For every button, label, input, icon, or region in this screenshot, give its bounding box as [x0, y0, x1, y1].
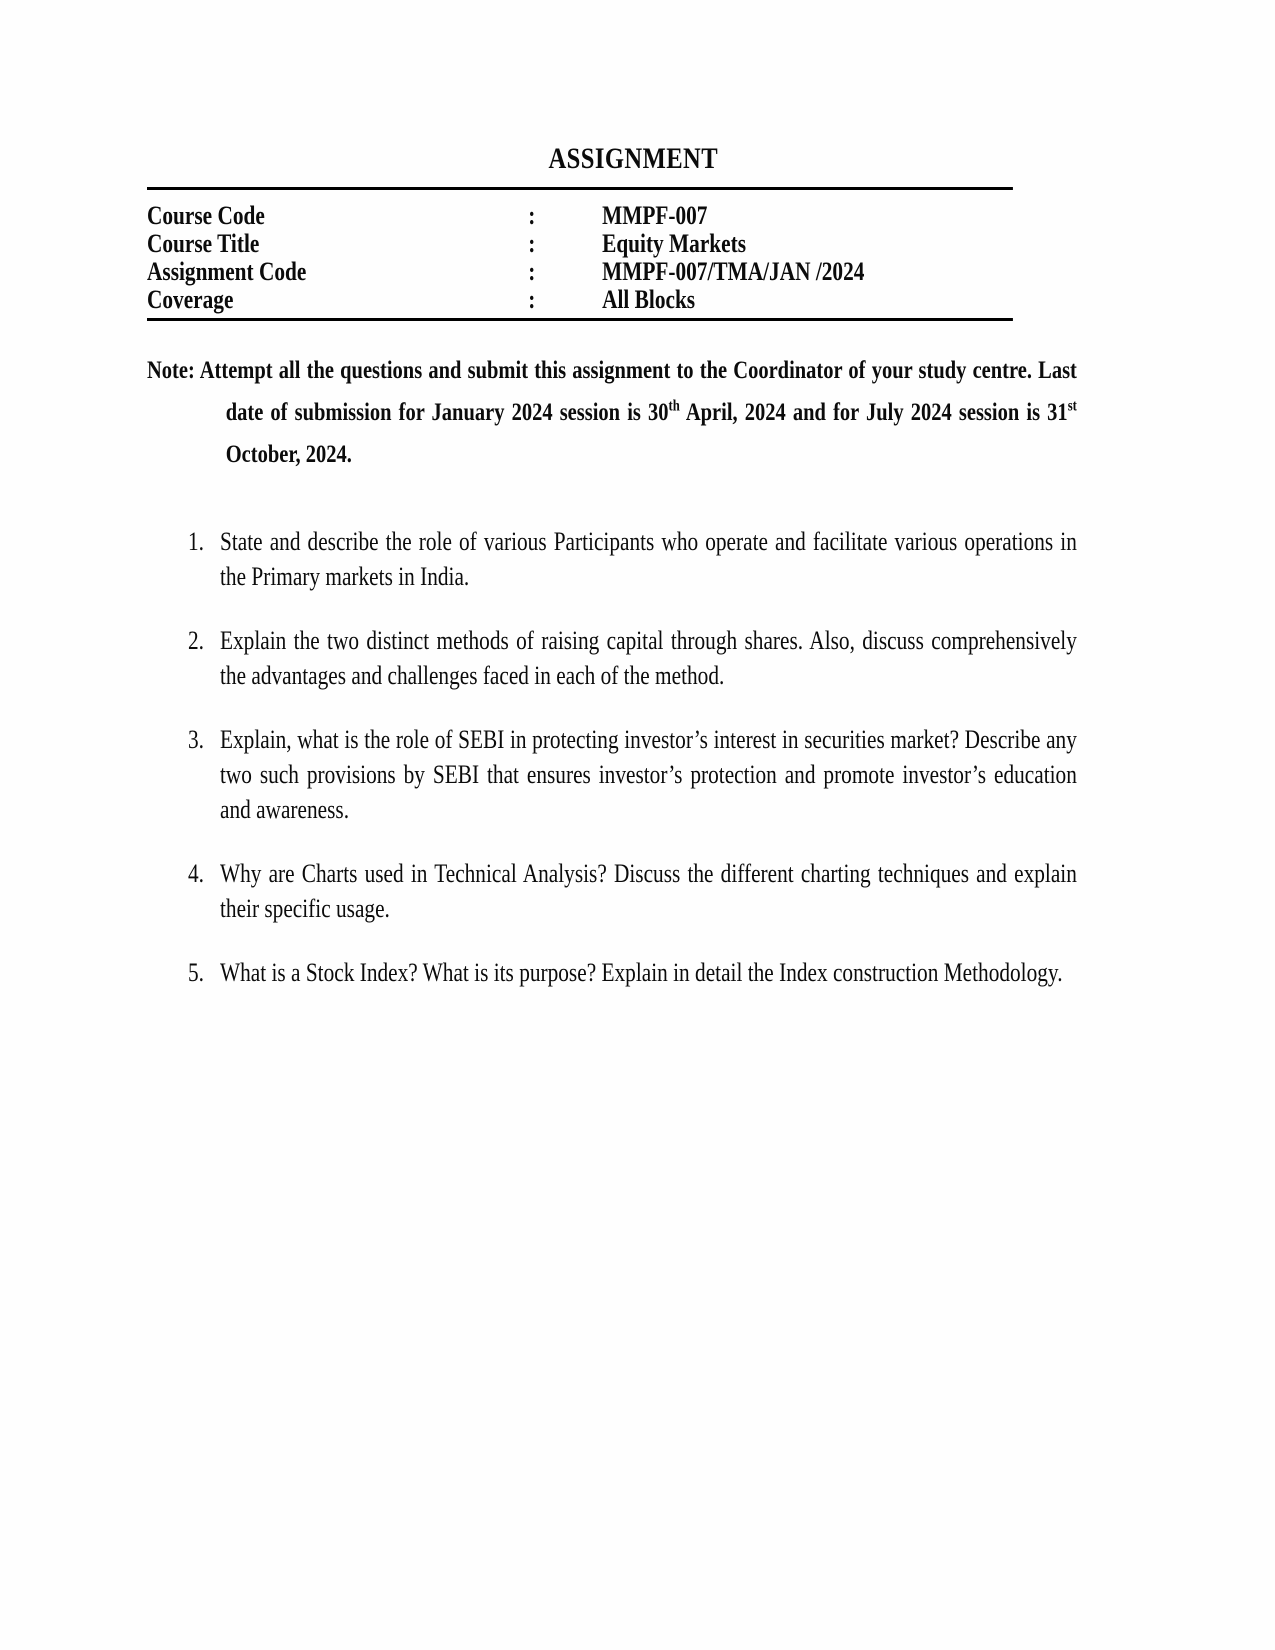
field-separator: :: [528, 201, 536, 230]
field-separator: :: [528, 257, 536, 286]
field-value: Equity Markets: [602, 229, 747, 258]
question-number: 5.: [188, 958, 204, 987]
page-title: ASSIGNMENT: [548, 142, 719, 175]
note-label: Note:: [147, 357, 195, 384]
question-item: [147, 722, 1077, 827]
field-separator: :: [528, 229, 536, 258]
question-number: 2.: [188, 626, 204, 655]
question-item: [147, 524, 1077, 594]
question-item: [147, 955, 1077, 990]
course-info-table: [147, 187, 1013, 321]
field-value: All Blocks: [602, 285, 696, 314]
question-item: [147, 623, 1077, 693]
note-text: Attempt all the questions and submit this assignment to the Coordinator of your study centre. Last date of submission for January 2024 session is 30th April, 2024 and for July 2024 session is 31st October, 2024.: [199, 357, 1077, 468]
field-separator: :: [528, 285, 536, 314]
question-text: Why are Charts used in Technical Analysis? Discuss the different charting techniques and explain their specific usage.: [219, 859, 1077, 923]
question-number: 1.: [188, 527, 204, 556]
course-info-row: [147, 258, 1013, 286]
note-paragraph: [147, 350, 1077, 476]
course-info-row: [147, 286, 1013, 314]
question-text: Explain the two distinct methods of raising capital through shares. Also, discuss comprehensively the advantages and challenges faced in each of the method.: [219, 626, 1077, 690]
question-item: [147, 856, 1077, 926]
field-label: Course Code: [147, 201, 265, 230]
question-text: What is a Stock Index? What is its purpose? Explain in detail the Index construction Methodology.: [219, 958, 1063, 987]
field-label: Course Title: [147, 229, 260, 258]
question-number: 3.: [188, 725, 204, 754]
field-value: MMPF-007/TMA/JAN /2024: [602, 257, 865, 286]
course-info-row: [147, 202, 1013, 230]
questions-list: [147, 524, 1077, 990]
question-text: Explain, what is the role of SEBI in protecting investor’s interest in securities market? Describe any two such provisions by SEBI that ensures investor’s protection and promote investor’s education and awareness.: [219, 725, 1077, 824]
field-label: Coverage: [147, 285, 234, 314]
course-info-row: [147, 230, 1013, 258]
question-text: State and describe the role of various Participants who operate and facilitate various operations in the Primary markets in India.: [219, 527, 1077, 591]
field-value: MMPF-007: [602, 201, 708, 230]
field-label: Assignment Code: [147, 257, 307, 286]
question-number: 4.: [188, 859, 204, 888]
content-column: [147, 144, 1077, 1019]
